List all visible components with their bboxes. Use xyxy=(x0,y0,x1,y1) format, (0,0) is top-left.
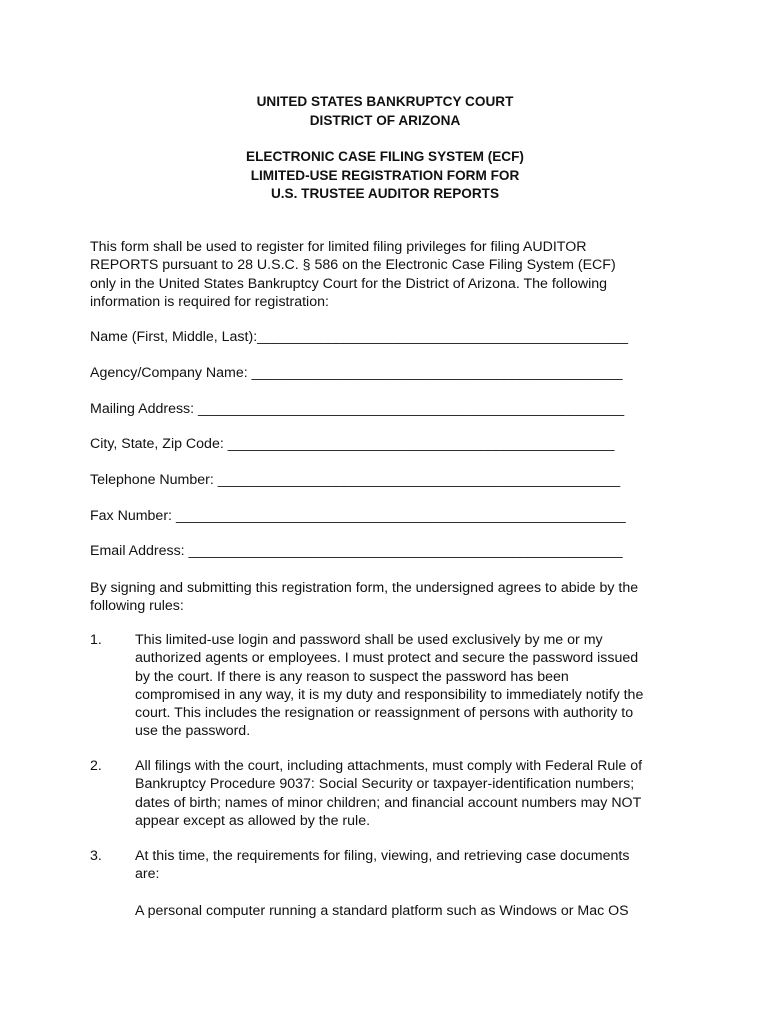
rule-number: 2. xyxy=(90,758,102,774)
agency-field-blank[interactable]: _______________________________________________ xyxy=(251,365,623,381)
rule-line: Bankruptcy Procedure 9037: Social Security or taxpayer-identification numbers; xyxy=(135,776,635,793)
rule-text xyxy=(135,631,643,741)
email-field[interactable] xyxy=(90,542,623,560)
rule-line: are: xyxy=(135,866,160,883)
name-field-label: Name (First, Middle, Last): xyxy=(90,329,258,345)
rule-number: 3. xyxy=(90,848,102,864)
agreement-paragraph xyxy=(90,579,638,616)
system-name: ELECTRONIC CASE FILING SYSTEM (ECF) xyxy=(246,149,524,164)
rule-line: by the court. If there is any reason to suspect the password has been xyxy=(135,668,569,685)
document-header xyxy=(0,93,770,204)
fax-blank[interactable]: _________________________________________________________ xyxy=(175,508,626,524)
intro-paragraph xyxy=(90,238,690,311)
mailing-address-field[interactable] xyxy=(90,400,624,418)
district-name: DISTRICT OF ARIZONA xyxy=(309,112,461,128)
city-state-zip-blank[interactable]: _________________________________________________ xyxy=(227,436,615,452)
intro-line: REPORTS pursuant to 28 U.S.C. § 586 on the Electronic Case Filing System (ECF) xyxy=(90,257,616,274)
rule-line: All filings with the court, including attachments, must comply with Federal Rule of xyxy=(135,758,643,774)
rule-line: At this time, the requirements for filing, viewing, and retrieving case documents xyxy=(135,848,630,864)
requirement-text: A personal computer running a standard platform such as Windows or Mac OS xyxy=(135,903,629,919)
intro-line: information is required for registration: xyxy=(90,293,329,310)
intro-line: only in the United States Bankruptcy Court for the District of Arizona. The following xyxy=(90,275,608,292)
email-blank[interactable]: _______________________________________________________ xyxy=(188,543,623,559)
rule-line: court. This includes the resignation or reassignment of persons with authority to xyxy=(135,705,634,722)
agency-field-label: Agency/Company Name: xyxy=(90,365,252,381)
fax-field[interactable] xyxy=(90,507,626,525)
rule-text xyxy=(135,757,642,830)
agreement-line: following rules: xyxy=(90,598,184,615)
rule-line: This limited-use login and password shall be used exclusively by me or my xyxy=(135,632,603,648)
telephone-label: Telephone Number: xyxy=(90,472,218,488)
telephone-field[interactable] xyxy=(90,471,620,489)
mailing-address-label: Mailing Address: xyxy=(90,401,199,417)
email-label: Email Address: xyxy=(90,543,189,559)
court-name: UNITED STATES BANKRUPTCY COURT xyxy=(256,94,514,109)
rule-line: dates of birth; names of minor children; and financial account numbers may NOT xyxy=(135,794,642,811)
telephone-blank[interactable]: ___________________________________________________ xyxy=(217,472,621,488)
intro-line: This form shall be used to register for limited filing privileges for filing AUDITOR xyxy=(90,239,587,255)
city-state-zip-label: City, State, Zip Code: xyxy=(90,436,228,452)
agency-field[interactable] xyxy=(90,364,623,382)
rule-line: use the password. xyxy=(135,723,251,740)
rule-line: authorized agents or employees. I must protect and secure the password issued xyxy=(135,650,639,667)
rule-text xyxy=(135,847,629,884)
form-title: LIMITED-USE REGISTRATION FORM FOR xyxy=(250,167,520,183)
rule-line: compromised in any way, it is my duty and responsibility to immediately notify the xyxy=(135,686,644,703)
agreement-line: By signing and submitting this registration form, the undersigned agrees to abide by the xyxy=(90,580,639,596)
name-field[interactable] xyxy=(90,328,628,346)
name-field-blank[interactable]: _______________________________________________ xyxy=(257,329,628,345)
rule-number: 1. xyxy=(90,632,102,648)
fax-label: Fax Number: xyxy=(90,508,176,524)
city-state-zip-field[interactable] xyxy=(90,435,614,453)
form-subtitle: U.S. TRUSTEE AUDITOR REPORTS xyxy=(270,186,500,201)
rule-line: appear except as allowed by the rule. xyxy=(135,812,371,829)
mailing-address-blank[interactable]: ______________________________________________________ xyxy=(198,401,625,417)
